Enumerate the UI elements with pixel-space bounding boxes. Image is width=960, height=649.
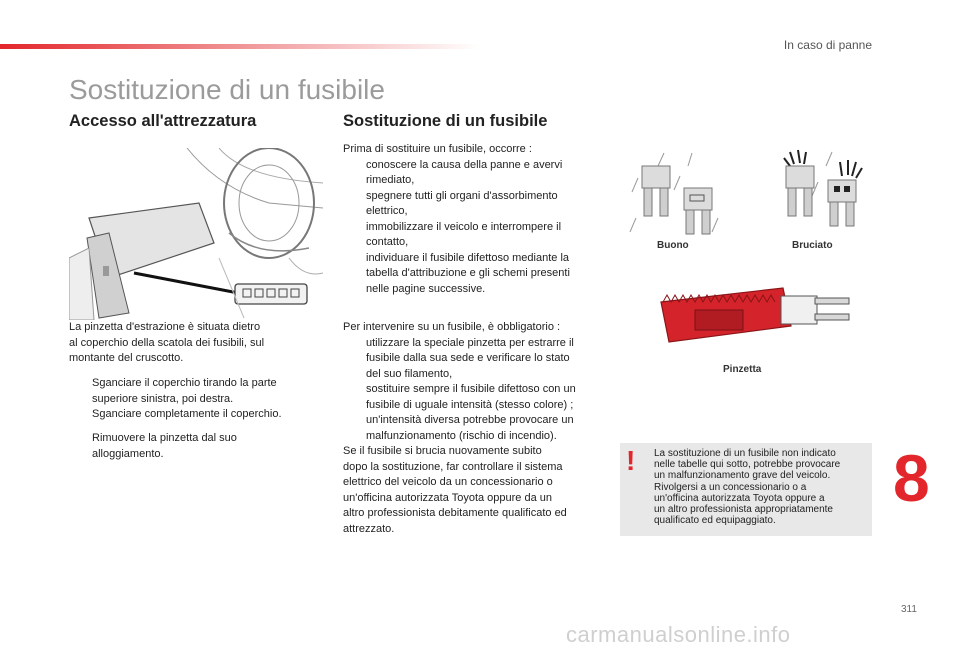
middle-heading: Sostituzione di un fusibile bbox=[343, 112, 548, 130]
tweezers-illustration bbox=[655, 280, 855, 350]
header-accent-bar bbox=[0, 44, 480, 49]
dashboard-illustration bbox=[69, 148, 323, 320]
fuse-burnt-illustration bbox=[772, 148, 872, 238]
warning-note-text: La sostituzione di un fusibile non indicato nelle tabelle qui sotto, potrebbe provocare un malfunzionamento grave del veicolo. Rivolgersi a un concessionario o a un'officina autorizzata Toyota oppure a un altro professionista appropriatamente qualificato ed equipaggiato. bbox=[654, 448, 841, 527]
left-intro: La pinzetta d'estrazione è situata dietro al coperchio della scatola dei fusibili, sul montante del cruscotto. bbox=[69, 321, 265, 364]
bullet-item: Rimuovere la pinzetta dal suo alloggiamento. bbox=[92, 432, 237, 460]
watermark: carmanualsonline.info bbox=[566, 622, 791, 647]
bullet-item: immobilizzare il veicolo e interrompere il contatto, bbox=[366, 220, 562, 248]
bullet-item: spegnere tutti gli organi d'assorbimento elettrico, bbox=[366, 189, 558, 217]
chapter-number: 8 bbox=[893, 441, 930, 515]
middle-block-2: Per intervenire su un fusibile, è obbligatorio : utilizzare la speciale pinzetta per estrarre il fusibile dalla sua sede e verificare lo stato del suo filamento, sostituire sempre il fusibile difettoso con un fusibile di uguale intensità (stesso colore) ; un'intensità diversa potrebbe provocare un malfunzionamento (rischio di incendio). Se il fusibile si brucia nuovamente subito dopo la sostituzione, far controllare il sistema elettrico del veicolo da un concessionario o un'officina autorizzata Toyota oppure da un altro professionista debitamente qualificato ed attrezzato. bbox=[343, 320, 605, 537]
bullet-item: Sganciare il coperchio tirando la parte superiore sinistra, poi destra. bbox=[92, 377, 277, 405]
fuse-good-illustration bbox=[628, 148, 728, 238]
section-title: In caso di panne bbox=[783, 38, 872, 52]
left-bullets-2 bbox=[69, 431, 309, 462]
bullet-item: conoscere la causa della panne e avervi rimediato, bbox=[366, 158, 563, 186]
caption-burnt: Bruciato bbox=[792, 240, 833, 251]
caption-good: Buono bbox=[657, 240, 689, 251]
exclamation-icon: ! bbox=[626, 445, 636, 476]
bullet-item: Sganciare completamente il coperchio. bbox=[92, 408, 282, 420]
warning-note-box bbox=[620, 443, 872, 536]
bullet-item: sostituire sempre il fusibile difettoso con un fusibile di uguale intensità (stesso colore) ; un'intensità diversa potrebbe provocare un malfunzionamento (rischio di incendio). bbox=[366, 383, 576, 442]
left-bullets-1 bbox=[69, 376, 309, 423]
tweezers-inset bbox=[235, 284, 307, 304]
bullet-item: utilizzare la speciale pinzetta per estrarre il fusibile dalla sua sede e verificare lo stato del suo filamento, bbox=[366, 336, 574, 380]
middle-block-1: Prima di sostituire un fusibile, occorre : conoscere la causa della panne e avervi rimediato, spegnere tutti gli organi d'assorbimento elettrico, immobilizzare il veicolo e interrompere il contatto, individuare il fusibile difettoso mediante la tabella d'attribuzione e gli schemi presenti nelle pagine successive. bbox=[343, 142, 605, 297]
page-number: 311 bbox=[901, 604, 917, 615]
bullet-item: individuare il fusibile difettoso mediante la tabella d'attribuzione e gli schemi presenti nelle pagine successive. bbox=[366, 251, 570, 295]
caption-tweezers: Pinzetta bbox=[723, 364, 762, 375]
page-title: Sostituzione di un fusibile bbox=[69, 74, 385, 105]
left-heading: Accesso all'attrezzatura bbox=[69, 112, 257, 130]
